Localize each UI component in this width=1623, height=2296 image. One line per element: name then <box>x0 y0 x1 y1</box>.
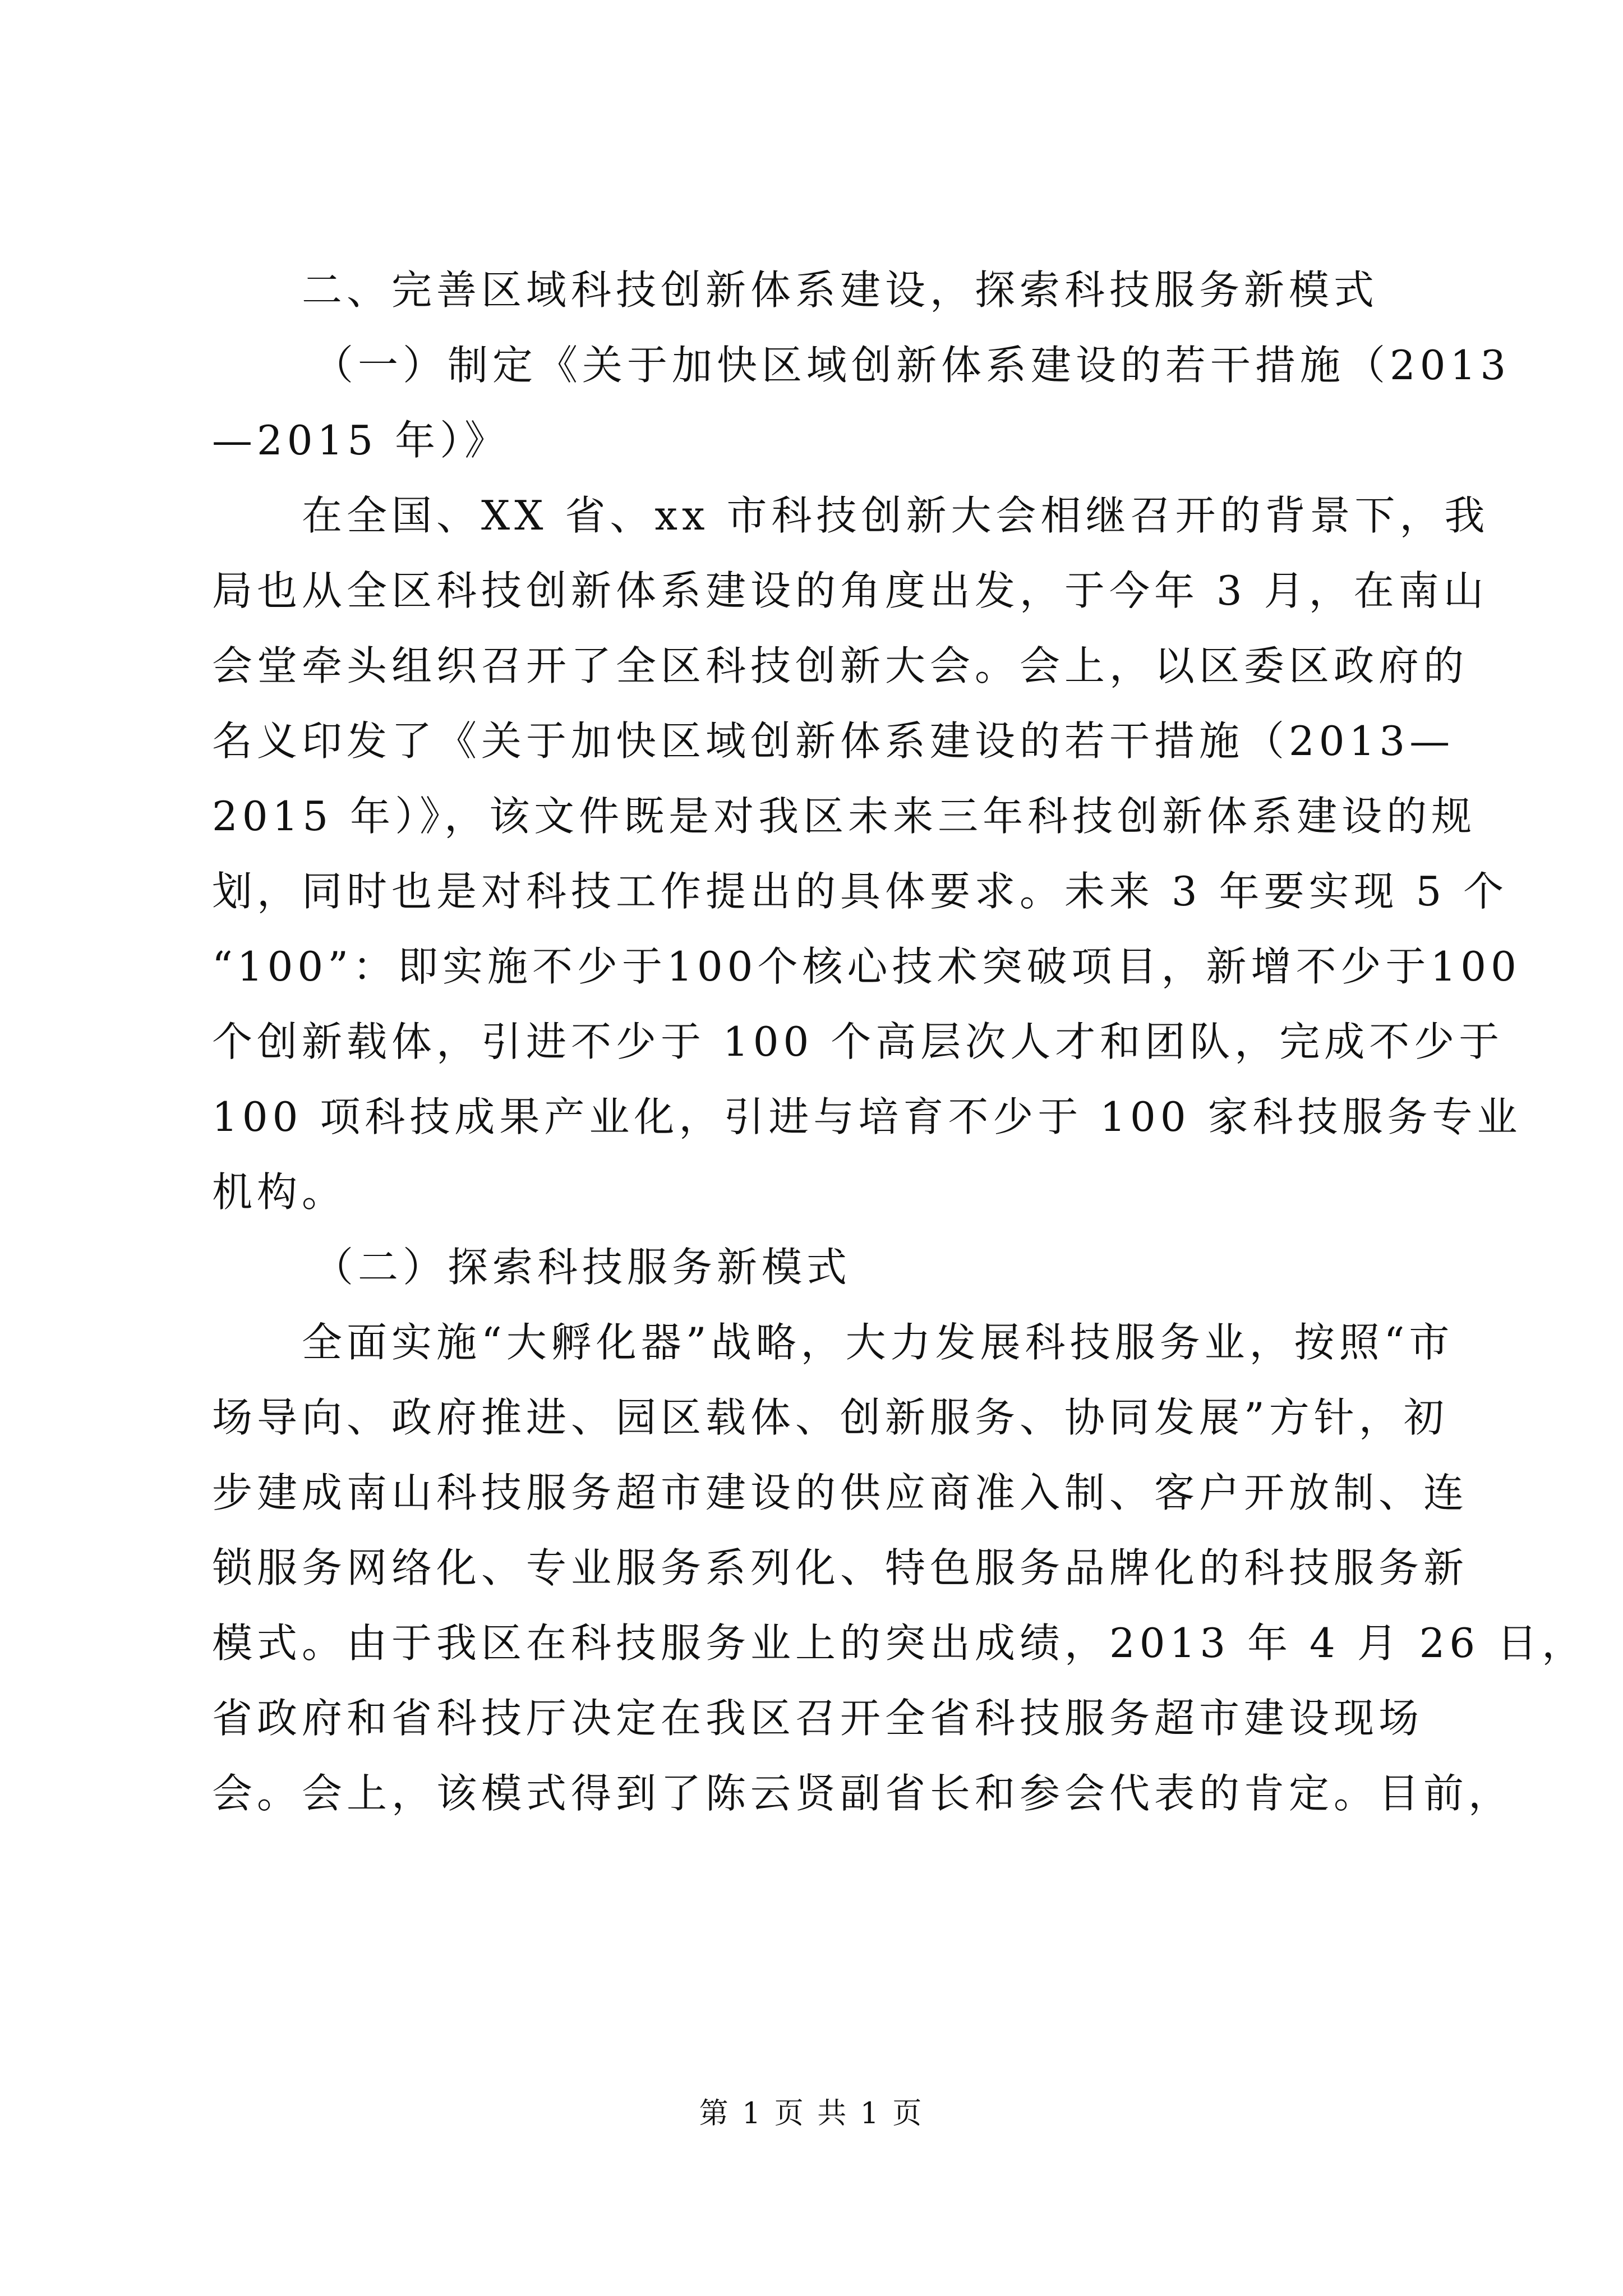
paragraph-1-line-10: 机构。 <box>212 1168 347 1216</box>
paragraph-1-line-5: 2015 年）》，该文件既是对我区未来三年科技创新体系建设的规 <box>212 793 1477 840</box>
subheading-2: （二）探索科技服务新模式 <box>313 1244 852 1291</box>
paragraph-1-line-4: 名义印发了《关于加快区域创新体系建设的若干措施（2013— <box>212 717 1455 765</box>
document-body <box>212 252 1587 1831</box>
paragraph-1-line-3: 会堂牵头组织召开了全区科技创新大会。会上，以区委区政府的 <box>212 642 1469 689</box>
paragraph-2-line-6: 省政府和省科技厅决定在我区召开全省科技服务超市建设现场 <box>212 1695 1424 1742</box>
page-number-footer: 第 1 页 共 1 页 <box>699 2097 924 2131</box>
paragraph-2-line-5: 模式。由于我区在科技服务业上的突出成绩，2013 年 4 月 26 日， <box>212 1619 1587 1667</box>
paragraph-1-line-1: 在全国、XX 省、xx 市科技创新大会相继召开的背景下，我 <box>302 492 1490 539</box>
paragraph-1-line-2: 局也从全区科技创新体系建设的角度出发，于今年 3 月，在南山 <box>212 567 1488 614</box>
paragraph-2-line-1: 全面实施“大孵化器”战略，大力发展科技服务业，按照“市 <box>302 1319 1454 1366</box>
paragraph-1-line-6: 划，同时也是对科技工作提出的具体要求。未来 3 年要实现 5 个 <box>212 868 1509 915</box>
subheading-1-line-2: —2015 年）》 <box>212 417 510 464</box>
paragraph-2-line-4: 锁服务网络化、专业服务系列化、特色服务品牌化的科技服务新 <box>212 1544 1469 1591</box>
paragraph-1-line-9: 100 项科技成果产业化，引进与培育不少于 100 家科技服务专业 <box>212 1093 1522 1140</box>
subheading-1-line-1: （一）制定《关于加快区域创新体系建设的若干措施（2013 <box>313 342 1511 389</box>
paragraph-1-line-8: 个创新载体，引进不少于 100 个高层次人才和团队，完成不少于 <box>212 1018 1504 1065</box>
paragraph-2-line-2: 场导向、政府推进、园区载体、创新服务、协同发展”方针，初 <box>212 1394 1449 1441</box>
section-heading-2: 二、完善区域科技创新体系建设，探索科技服务新模式 <box>302 266 1379 314</box>
paragraph-2-line-7: 会。会上，该模式得到了陈云贤副省长和参会代表的肯定。目前， <box>212 1770 1514 1817</box>
paragraph-2-line-3: 步建成南山科技服务超市建设的供应商准入制、客户开放制、连 <box>212 1469 1469 1516</box>
paragraph-1-line-7: “100”：即实施不少于100个核心技术突破项目，新增不少于100 <box>212 943 1521 990</box>
